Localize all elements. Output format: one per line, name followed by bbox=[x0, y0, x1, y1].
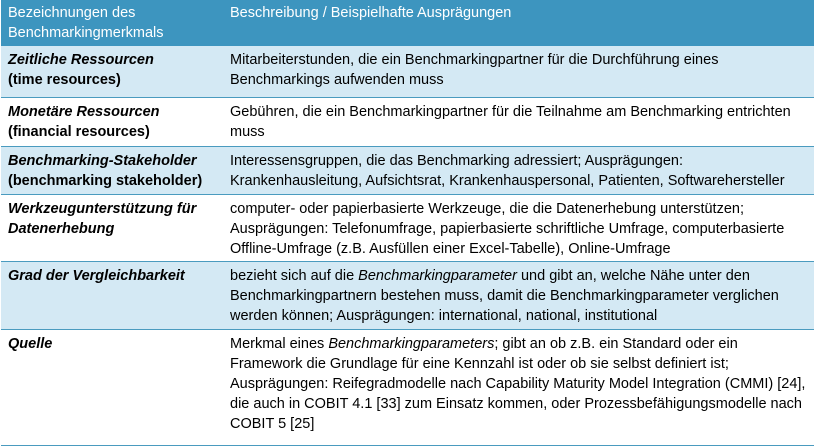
table-row bbox=[1, 262, 814, 330]
characteristic-name-cell bbox=[1, 147, 222, 194]
description-text: ; gibt an ob z.B. ein Standard oder ein Framework die Grundlage für eine Kennzahl ist oder ob sie selbst definiert ist; Ausprägungen: Reifegradmodelle nach Capability Maturity Model Integration (CMMI) [24], die auch in COBIT 4.1 [33] zum Einsatz kommen, oder Prozessbefähigungsmodelle nach COBIT 5 [25] bbox=[230, 336, 806, 432]
characteristic-name-de: Monetäre Ressourcen bbox=[8, 104, 160, 120]
characteristic-name-cell bbox=[1, 98, 222, 146]
characteristic-name-de: Zeitliche Ressourcen bbox=[8, 52, 154, 68]
characteristic-name-de: Quelle bbox=[8, 336, 53, 352]
characteristic-description bbox=[222, 262, 814, 329]
characteristic-name-cell bbox=[1, 46, 222, 97]
characteristic-name-en: (financial resources) bbox=[8, 124, 150, 140]
table-row bbox=[1, 330, 814, 446]
table-row bbox=[1, 46, 814, 98]
table-header-row bbox=[1, 0, 814, 46]
characteristic-name-de: Werkzeugunterstützung für Datenerhebung bbox=[8, 201, 197, 237]
characteristic-name-de: Benchmarking-Stakeholder bbox=[8, 153, 197, 169]
characteristic-name-cell bbox=[1, 262, 222, 329]
characteristic-description bbox=[222, 330, 814, 445]
characteristic-name-cell bbox=[1, 195, 222, 261]
characteristic-description: computer- oder papierbasierte Werkzeuge, die die Datenerhebung unterstützen; Ausprägungen: Telefonumfrage, papierbasierte schriftliche Umfrage, computerbasierte Offline-Umfrage (z.B. Ausfüllen einer Excel-Tabelle), Online-Umfrage bbox=[230, 201, 785, 257]
header-col-name: Bezeichnungen des Benchmarkingmerkmals bbox=[8, 5, 164, 41]
description-text: bezieht sich auf die bbox=[230, 268, 359, 284]
characteristic-name-en: (time resources) bbox=[8, 72, 121, 88]
description-text: und gibt an, welche Nähe unter den Benchmarkingpartnern bestehen muss, damit die Benchmarkingparameter verglichen werden können; Ausprägungen: international, national, institutional bbox=[230, 268, 779, 324]
description-term: Benchmarkingparameters bbox=[328, 336, 495, 352]
characteristic-description: Gebühren, die ein Benchmarkingpartner für die Teilnahme am Benchmarking entrichten muss bbox=[230, 104, 791, 140]
characteristic-description: Mitarbeiterstunden, die ein Benchmarkingpartner für die Durchführung eines Benchmarkings aufwenden muss bbox=[230, 52, 719, 88]
characteristic-name-en: (benchmarking stakeholder) bbox=[8, 173, 203, 189]
characteristic-name-de: Grad der Vergleichbarkeit bbox=[8, 268, 185, 284]
characteristic-description: Interessensgruppen, die das Benchmarking adressiert; Ausprägungen: Krankenhausleitung, Aufsichtsrat, Krankenhauspersonal, Patienten, Softwarehersteller bbox=[230, 153, 785, 189]
description-text: Merkmal eines bbox=[230, 336, 329, 352]
table-row bbox=[1, 147, 814, 195]
table-row bbox=[1, 98, 814, 147]
characteristic-name-cell bbox=[1, 330, 222, 445]
table-row bbox=[1, 195, 814, 262]
header-col-description: Beschreibung / Beispielhafte Ausprägungen bbox=[230, 5, 512, 21]
description-term: Benchmarkingparameter bbox=[358, 268, 517, 284]
